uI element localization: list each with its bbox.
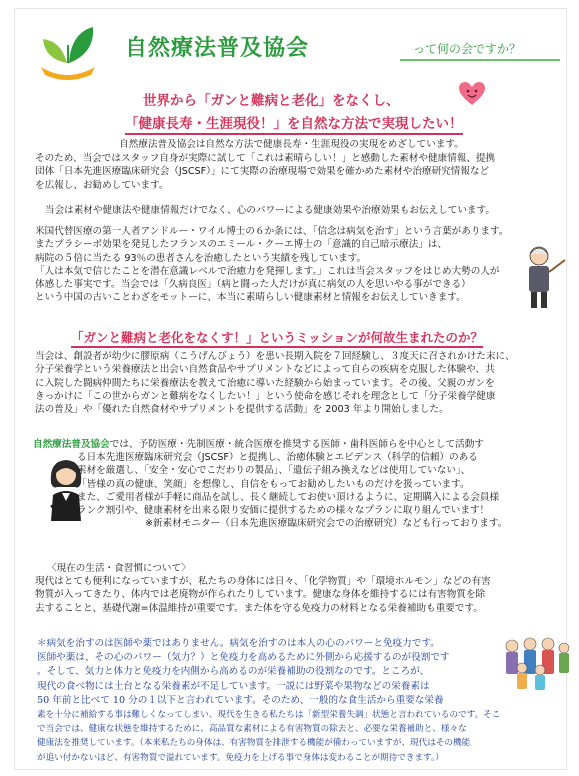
- flyer-sheet: [14, 8, 567, 770]
- family-illustration-icon: [500, 634, 574, 694]
- mission-line: に入院した闘病仲間たちに栄養療法を教えて治癒に導いた経験から始まっています。その後、父親のガンを: [35, 377, 495, 389]
- association-line: ※新素材モニター（日本先進医療臨床研究会での治療研究）なども行っております。: [145, 518, 508, 529]
- association-paragraph-tail: [77, 491, 499, 518]
- association-line: 自然療法普及協会では、予防医療・先制医療・統合医療を推奨する医師・歯科医師らを中心として活動す: [33, 439, 484, 450]
- history-line: またプラシーボ効果を発見したフランスのエミール・クーエ博士の「意識的自己暗示療法」は、: [35, 239, 448, 251]
- mission-line: 分子栄養学という栄養療法と出会い自然食品やサプリメントなどによって自らの疾病を克服した体験や、共: [35, 364, 495, 376]
- mission-heading: 「ガンと難病と老化をなくす！」というミッションが何故生まれたのか？: [71, 328, 483, 348]
- association-title: 自然療法普及協会: [125, 36, 310, 61]
- history-line: 米国代替医療の第一人者アンドルー・ワイル博士の６か条には、「信念は病気を治す」という言葉があります。: [35, 226, 509, 237]
- leaf-logo-icon: [37, 23, 99, 81]
- handwritten-note: [37, 637, 500, 765]
- association-paragraph: [33, 438, 484, 451]
- note-line: ＊病気を治すのは医師や薬ではありません。病気を治すのは本人の心のパワーと免疫力です。: [37, 638, 440, 649]
- note-line: 50 年前と比べて 10 分の１以下と言われています。そのため、一般的な食生活から重要な栄養: [37, 694, 444, 706]
- intro-paragraph: [15, 138, 568, 151]
- intro2-paragraph: [45, 204, 495, 217]
- association-line: ランク割引や、健康素材を出来る限り安価に提供するための様々なプランに取り組んでいます！: [77, 505, 490, 517]
- intro-line: 団体「日本先進医療臨床研究会（JSCSF）」にて実際の治療現場で効果を確かめた素材や治療研究情報など: [35, 166, 490, 178]
- mission-line: 当会は、創設者が幼少に膠原病（こうげんびょう）を患い長期入院を７回経験し、３度天に召されかけた末に、: [35, 351, 515, 362]
- headline-2: 「健康長寿・生涯現役！」を自然な方法で実現したい！: [125, 112, 463, 135]
- intro-paragraph-body: [35, 152, 495, 192]
- note-line: が追い付かないほど、有害物質で溢れています。免疫力を上げる事で身体は変わることが期待できます。）: [37, 752, 444, 763]
- association-line: また、ご愛用者様が手軽に商品を試し、長く継続してお使い頂けるように、定期購入による会員様: [77, 492, 500, 503]
- current-line: 現代はとても便利になっていますが、私たちの身体には日々、「化学物質」や「環境ホルモン」などの有害: [35, 576, 491, 587]
- association-paragraph-body: [77, 451, 478, 491]
- current-line: 物質が入ってきたり、体内では老廃物が作られたりしています。健康な身体を維持するには有害物質を除: [35, 589, 486, 601]
- association-line: 「皆様の真の健康、笑顔」を想像し、自信をもってお勧めしたいものだけを扱っています。: [77, 478, 470, 490]
- association-note: [145, 517, 507, 530]
- history-paragraph: [35, 225, 508, 305]
- heart-face-icon: [458, 81, 486, 107]
- association-line: る日本先進医療臨床研究会（JSCSF）と提携し、治癒体験とエビデンス（科学的信頼）のある: [77, 452, 478, 463]
- teacher-illustration-icon: [515, 242, 567, 312]
- note-line: 。そして、気力と体力と免疫力を内側から高めるのが栄養補助の役割なのです。ところが、: [37, 666, 430, 678]
- history-line: 体感した事実です。当会では「久病良医」（病と闘った人だけが真に病気の人を思いやる事ができる）: [35, 279, 471, 291]
- association-name: 自然療法普及協会: [33, 439, 110, 450]
- note-line: 素を十分に補給する事は難しくなってしまい、現代を生きる私たちは「新型栄養失調」状態と言われているのです。そこ: [37, 710, 501, 721]
- note-line: 現代の食べ物には土台となる栄養素が不足しています。一説には野菜や果物などの栄養素は: [37, 680, 430, 692]
- current-line: 去することと、基礎代謝=体温維持が重要です。また体を守る免疫力の材料となる栄養補助も重要です。: [35, 602, 483, 614]
- intro2-line: 当会は素材や健康法や健康情報だけでなく、心のパワーによる健康効果や治療効果もお伝えしています。: [45, 205, 495, 216]
- history-line: 病院の５倍に当たる 93％の患者さんを治癒したという実績を残しています。: [35, 252, 367, 264]
- mission-line: きっかけに「この世からガンと難病をなくしたい！」という使命を感じそれを理念として「分子栄養学健康: [35, 390, 496, 402]
- title-underline: [400, 59, 560, 61]
- current-life-heading: 〈現在の生活・食習慣について〉: [47, 563, 191, 574]
- mission-line: 法の普及」や「優れた自然食材やサプリメントを提供する活動」を 2003 年より開始しました。: [35, 404, 449, 416]
- association-line: 素材を厳選し、「安全・安心でこだわりの製品」、「遺伝子組み換えなどは使用していない」、: [77, 465, 471, 477]
- intro-line: を広報し、お勧めしています。: [35, 179, 169, 191]
- note-line: で当会では、健康な状態を維持するために、高品質な素材による有害物質の除去と、必要な栄養補助と、様々な: [37, 724, 467, 735]
- history-line: という中国の古いことわざをモットーに、本当に素晴らしい健康素材と情報をお伝えしていきます。: [35, 292, 466, 304]
- note-line: 健康法を推奨しています。（本来私たちの身体は、有害物質を排泄する機能が備わっていますが、現代はその機能: [37, 738, 471, 749]
- title-subtitle: って何の会ですか？: [413, 42, 522, 56]
- headline-1: 世界から「ガンと難病と老化」をなくし、: [143, 93, 400, 109]
- history-line: 「人は本気で信じたことを潜在意識レベルで治癒力を発揮します。」これは当会スタッフをはじめ大勢の人が: [35, 265, 500, 277]
- mission-paragraph: [35, 350, 515, 416]
- current-life-paragraph: [35, 575, 491, 615]
- intro-line: そのため、当会ではスタッフ自身が実際に試して「これは素晴らしい！」と感動した素材や健康情報、提携: [35, 153, 496, 164]
- intro-line: 自然療法普及協会は自然な方法で健康長寿・生涯現役の実現をめざしています。: [119, 139, 464, 150]
- note-line: 医師や薬は、その心のパワー（気力？）と免疫力を高めるために外側から応援するのが役割です: [37, 652, 450, 664]
